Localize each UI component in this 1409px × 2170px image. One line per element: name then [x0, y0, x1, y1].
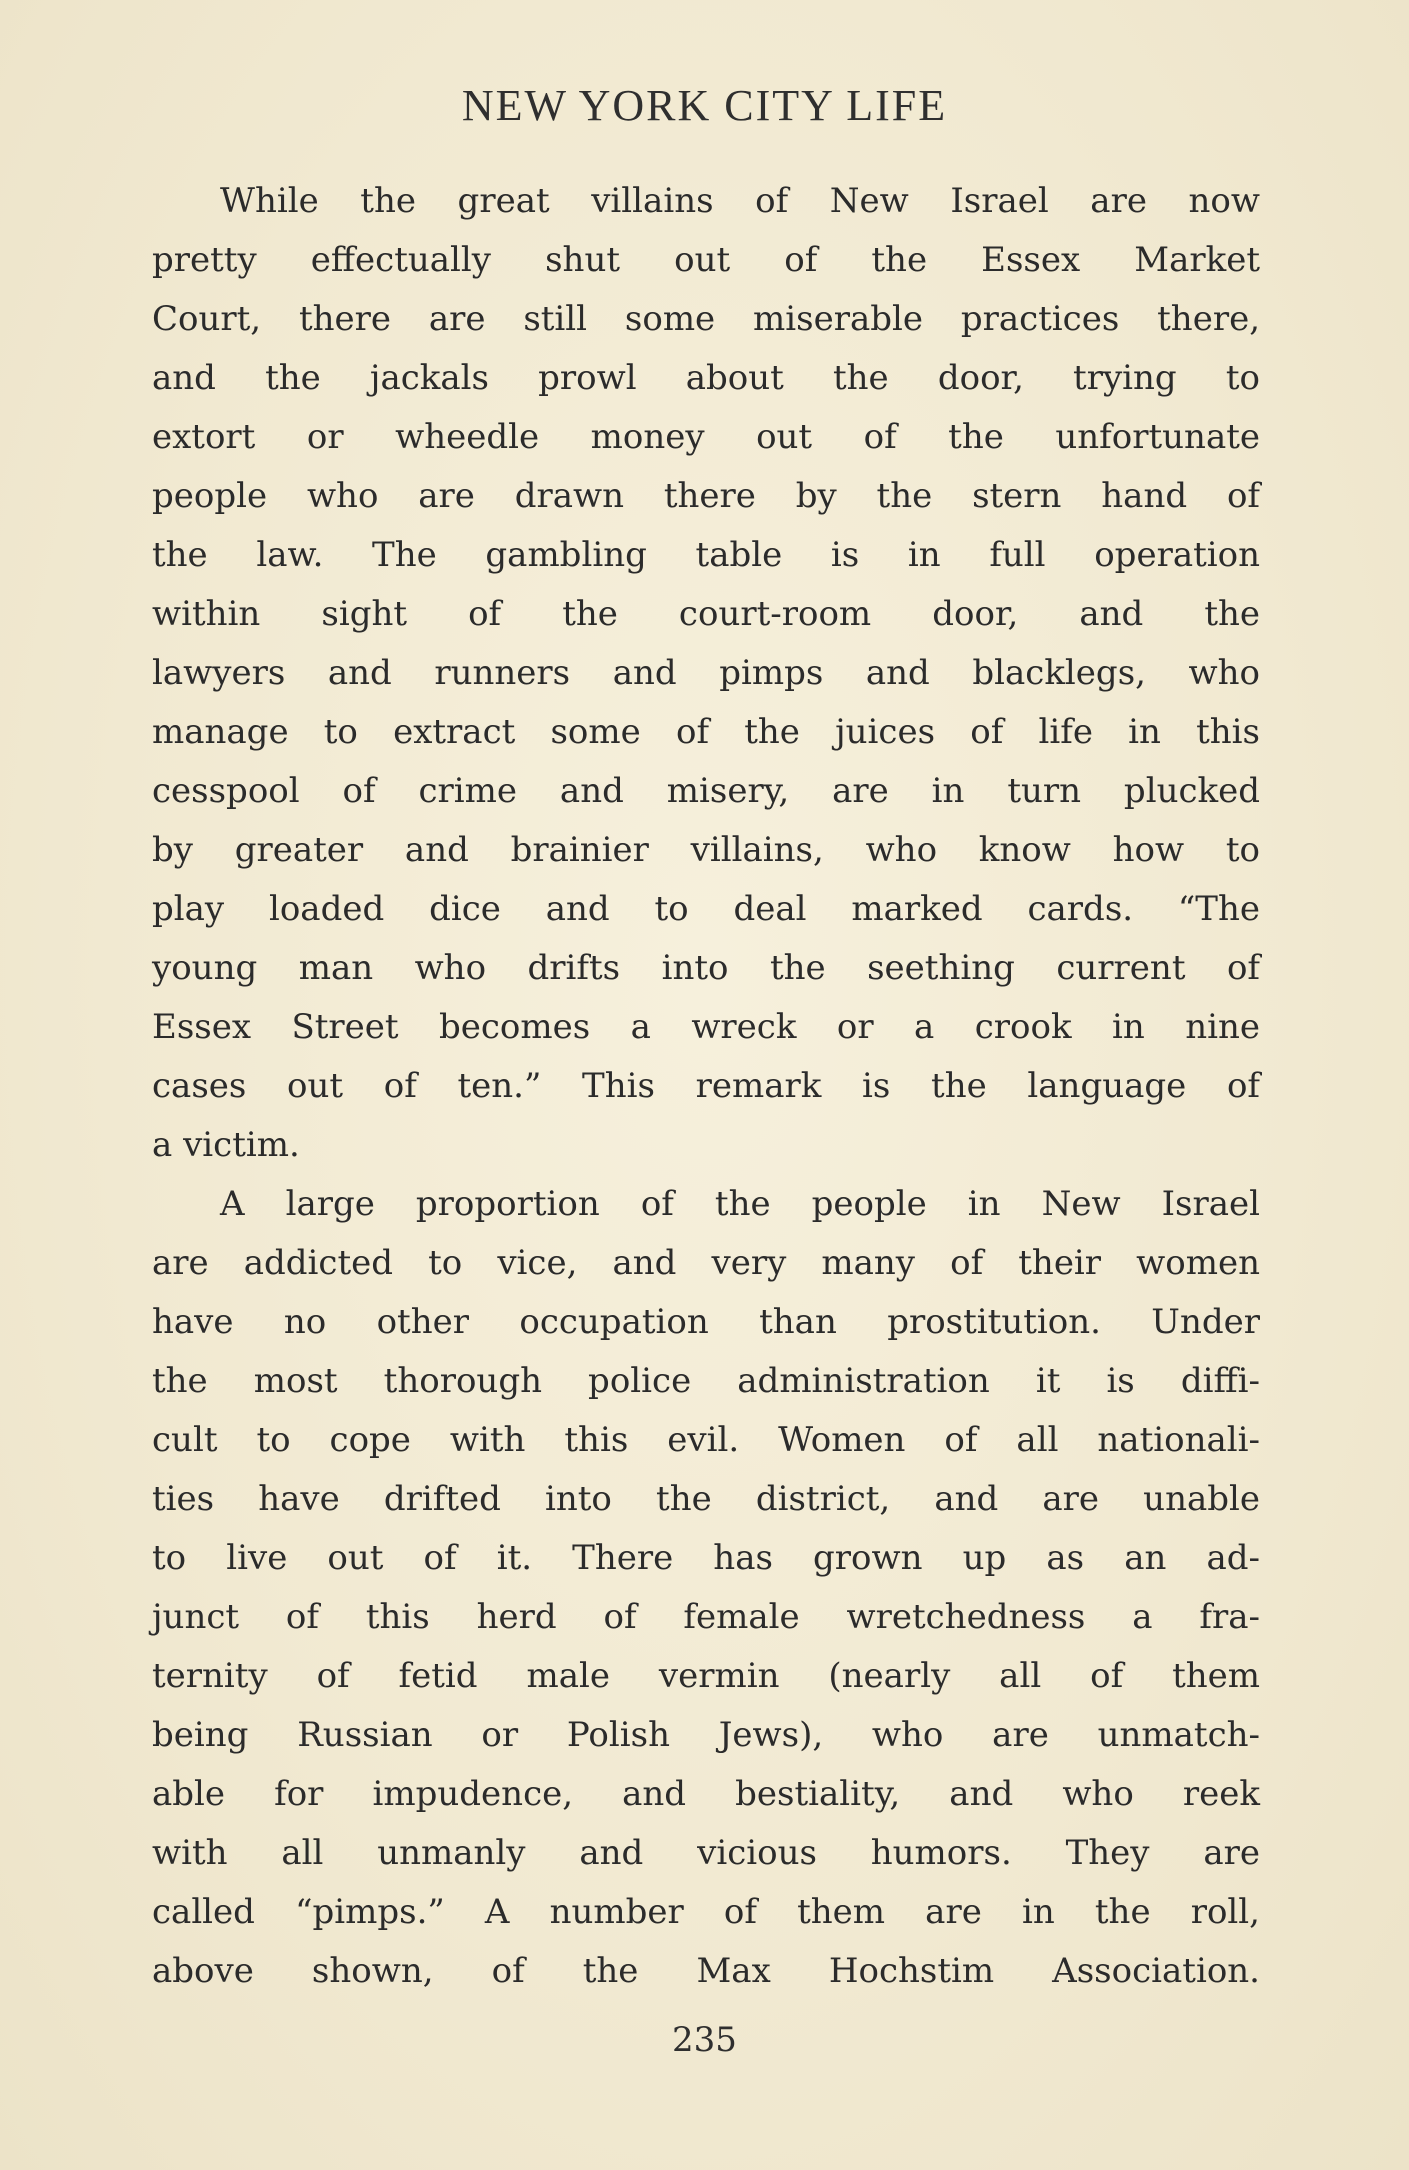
text-line: have no other occupation than prostitution. Under — [152, 1302, 1260, 1342]
text-line: the law. The gambling table is in full operation — [152, 535, 1260, 575]
text-line: called “pimps.” A number of them are in the roll, — [152, 1892, 1260, 1932]
text-line: pretty effectually shut out of the Essex Market — [152, 240, 1260, 280]
running-head-title: NEW YORK CITY LIFE — [461, 81, 948, 130]
text-line: A large proportion of the people in New Israel — [220, 1184, 1260, 1224]
text-line: cases out of ten.” This remark is the language of — [152, 1066, 1260, 1106]
text-line: play loaded dice and to deal marked cards. “The — [152, 889, 1260, 929]
text-line: to live out of it. There has grown up as an ad- — [152, 1538, 1260, 1578]
text-line: being Russian or Polish Jews), who are unmatch- — [152, 1715, 1260, 1755]
text-line: cesspool of crime and misery, are in turn plucked — [152, 771, 1260, 811]
text-line: junct of this herd of female wretchedness a fra- — [152, 1597, 1260, 1637]
text-line: people who are drawn there by the stern hand of — [152, 476, 1260, 516]
text-line: cult to cope with this evil. Women of all nationali- — [152, 1420, 1260, 1460]
text-line: young man who drifts into the seething current of — [152, 948, 1260, 988]
text-line: lawyers and runners and pimps and blacklegs, who — [152, 653, 1260, 693]
text-line: ternity of fetid male vermin (nearly all of them — [152, 1656, 1260, 1696]
text-line: above shown, of the Max Hochstim Association. — [152, 1951, 1260, 1991]
paragraph-1 — [152, 172, 1260, 1175]
text-line: are addicted to vice, and very many of their women — [152, 1243, 1260, 1283]
text-line: extort or wheedle money out of the unfortunate — [152, 417, 1260, 457]
body-text — [152, 172, 1260, 2001]
text-line: able for impudence, and bestiality, and who reek — [152, 1774, 1260, 1814]
text-line: ties have drifted into the district, and are unable — [152, 1479, 1260, 1519]
text-line: manage to extract some of the juices of life in this — [152, 712, 1260, 752]
text-line: While the great villains of New Israel are now — [220, 181, 1260, 221]
text-line: the most thorough police administration it is diffi- — [152, 1361, 1260, 1401]
text-line: within sight of the court-room door, and the — [152, 594, 1260, 634]
text-line: with all unmanly and vicious humors. They are — [152, 1833, 1260, 1873]
paragraph-2 — [152, 1175, 1260, 2001]
text-line: a victim. — [152, 1125, 300, 1165]
text-line: by greater and brainier villains, who know how to — [152, 830, 1260, 870]
text-line: Court, there are still some miserable practices there, — [152, 299, 1260, 339]
page-number: 235 — [672, 2020, 737, 2060]
text-line: and the jackals prowl about the door, trying to — [152, 358, 1260, 398]
text-line: Essex Street becomes a wreck or a crook in nine — [152, 1007, 1260, 1047]
